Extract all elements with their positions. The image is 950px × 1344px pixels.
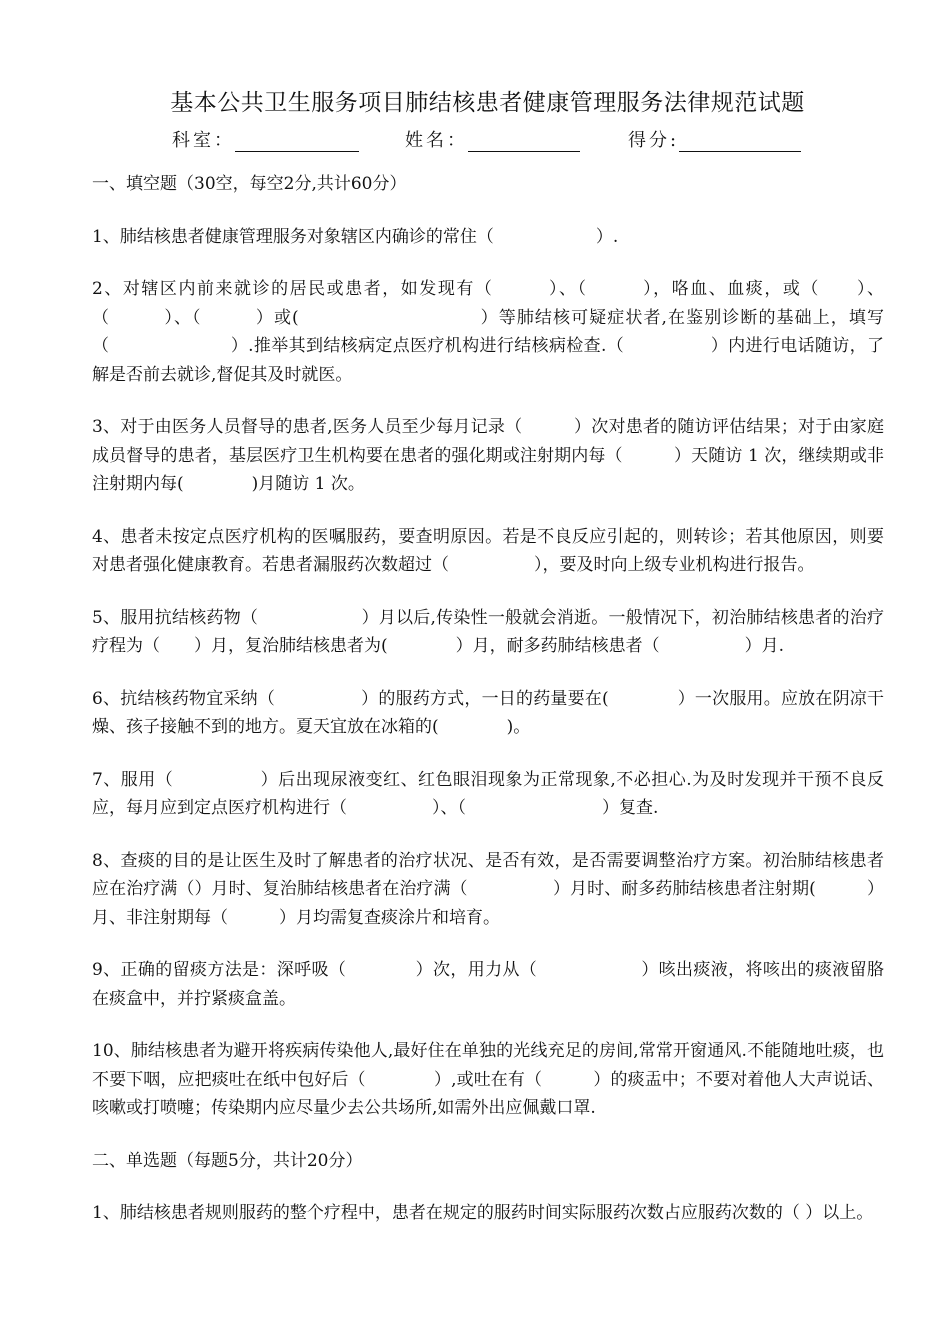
name-label: 姓名：	[405, 130, 468, 151]
name-field	[405, 126, 580, 152]
section-heading-single-choice: 二、单选题（每题5分，共计20分）	[92, 1150, 363, 1171]
question-item: 3、对于由医务人员督导的患者,医务人员至少每月记录（ ）次对患者的随访评估结果；对于由家庭成员督导的患者，基层医疗卫生机构要在患者的强化期或注射期内每（ ）天随访 1 次，继续期或非注射期内每( )月随访 1 次。	[92, 417, 884, 494]
question-item: 9、正确的留痰方法是：深呼吸（ ）次，用力从（ ）咳出痰液，将咳出的痰液留胳在痰盒中，并拧紧痰盒盖。	[92, 960, 884, 1009]
section-heading-fill-blank: 一、填空题（30空，每空2分,共计60分）	[92, 174, 407, 194]
question-item: 7、服用（ ）后出现尿液变红、红色眼泪现象为正常现象,不必担心.为及时发现并干预不良反应，每月应到定点医疗机构进行（ ）、（ ）复查.	[92, 769, 884, 818]
name-blank-line[interactable]	[468, 129, 580, 152]
exam-content	[92, 170, 884, 1252]
question-item: 1、肺结核患者规则服药的整个疗程中，患者在规定的服药时间实际服药次数占应服药次数的（ ）以上。	[92, 1203, 874, 1223]
score-label: 得分:	[628, 130, 680, 151]
question-item: 8、查痰的目的是让医生及时了解患者的治疗状况、是否有效，是否需要调整治疗方案。初治肺结核患者应在治疗满（）月时、复治肺结核患者在治疗满（ ）月时、耐多药肺结核患者注射期( ）月、非注射期每（ ）月均需复查痰涂片和培育。	[92, 850, 884, 928]
question-item: 1、肺结核患者健康管理服务对象辖区内确诊的常住（ ）.	[92, 226, 619, 247]
question-item: 6、抗结核药物宜采纳（ ）的服药方式，一日的药量要在( ）一次服用。应放在阴凉干燥、孩子接触不到的地方。夏天宜放在冰箱的( )。	[92, 688, 884, 737]
department-field	[172, 126, 359, 152]
department-label: 科室：	[172, 130, 235, 151]
question-item: 5、服用抗结核药物（ ）月以后,传染性一般就会消逝。一般情况下，初治肺结核患者的治疗疗程为（ ）月，复治肺结核患者为( ）月，耐多药肺结核患者（ ）月.	[92, 607, 884, 656]
page-title: 基本公共卫生服务项目肺结核患者健康管理服务法律规范试题	[170, 90, 805, 116]
score-field	[628, 126, 801, 152]
question-item: 2、对辖区内前来就诊的居民或患者，如发现有（ ）、（ ），咯血、血痰，或（ ）、（ ）、（ ）或( ）等肺结核可疑症状者,在鉴别诊断的基础上，填写（ ）.推举其到结核病定点医疗机构进行结核病检查.（ ）内进行电话随访，了解是否前去就诊,督促其及时就医。	[92, 279, 884, 385]
exam-info-row	[0, 126, 950, 156]
department-blank-line[interactable]	[235, 129, 359, 152]
question-item: 4、患者未按定点医疗机构的医嘱服药，要查明原因。若是不良反应引起的，则转诊；若其他原因，则要对患者强化健康教育。若患者漏服药次数超过（ ），要及时向上级专业机构进行报告。	[92, 526, 884, 575]
score-blank-line[interactable]	[679, 129, 801, 152]
question-item: 10、肺结核患者为避开将疾病传染他人,最好住在单独的光线充足的房间,常常开窗通风.不能随地吐痰，也不要下咽，应把痰吐在纸中包好后（ ）,或吐在有（ ）的痰盂中；不要对着他人大声说话、咳嗽或打喷嚏；传染期内应尽量少去公共场所,如需外出应佩戴口罩.	[92, 1041, 884, 1118]
